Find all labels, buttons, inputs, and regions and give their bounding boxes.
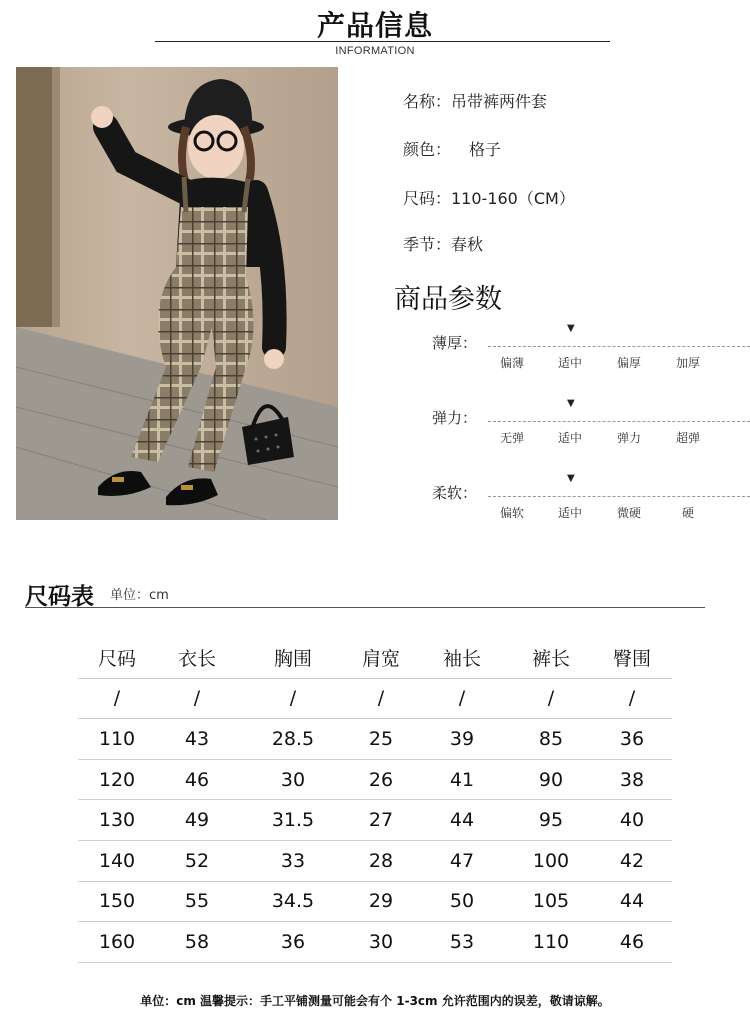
param-option: 微硬 xyxy=(617,506,642,520)
table-cell: 130 xyxy=(98,809,136,832)
column-header: 裤长 xyxy=(531,648,570,671)
table-cell: 29 xyxy=(368,890,394,913)
table-cell: / xyxy=(377,687,385,710)
table-cell: 40 xyxy=(619,809,645,832)
table-cell: / xyxy=(628,687,636,710)
column-header: 袖长 xyxy=(442,648,481,671)
size-chart-divider xyxy=(25,607,705,608)
column-header: 臀围 xyxy=(612,648,651,671)
param-option: 偏软 xyxy=(500,506,525,520)
param-row-elasticity xyxy=(432,398,750,477)
param-scale-line xyxy=(488,346,750,347)
table-cell: 42 xyxy=(619,849,645,872)
table-row xyxy=(78,719,672,760)
table-cell: 36 xyxy=(619,727,645,750)
table-cell: / xyxy=(289,687,297,710)
param-option: 适中 xyxy=(558,356,583,370)
table-cell: 41 xyxy=(449,768,475,791)
size-chart-title: 尺码表 xyxy=(25,584,94,610)
table-cell: 44 xyxy=(619,890,645,913)
column-header: 胸围 xyxy=(273,648,312,671)
table-cell: 34.5 xyxy=(271,890,315,913)
selected-marker-icon: ▼ xyxy=(567,398,575,409)
table-cell: 44 xyxy=(449,809,475,832)
table-row xyxy=(78,882,672,923)
table-row xyxy=(78,679,672,720)
table-cell: 26 xyxy=(368,768,394,791)
param-label: 薄厚： xyxy=(432,334,478,352)
table-cell: 50 xyxy=(449,890,475,913)
param-option: 无弹 xyxy=(500,431,525,445)
table-cell: / xyxy=(193,687,201,710)
param-option: 偏薄 xyxy=(500,356,525,370)
table-cell: 30 xyxy=(368,930,394,953)
selected-marker-icon: ▼ xyxy=(567,473,575,484)
selected-marker-icon: ▼ xyxy=(567,323,575,334)
param-label: 柔软： xyxy=(432,484,478,502)
color-label: 颜色： xyxy=(403,140,452,159)
column-header: 尺码 xyxy=(97,648,136,671)
table-row xyxy=(78,760,672,801)
table-cell: 85 xyxy=(538,727,564,750)
table-cell: 25 xyxy=(368,727,394,750)
table-cell: / xyxy=(547,687,555,710)
param-row-softness xyxy=(432,473,750,552)
size-table xyxy=(78,638,672,963)
param-option: 适中 xyxy=(558,506,583,520)
table-cell: 95 xyxy=(538,809,564,832)
param-row-thickness xyxy=(432,323,750,402)
table-cell: 30 xyxy=(280,768,306,791)
measurement-note: 单位：cm 温馨提示：手工平铺测量可能会有个 1-3cm 允许范围内的误差，敬请谅解。 xyxy=(140,994,610,1008)
table-cell: 27 xyxy=(368,809,394,832)
table-cell: 110 xyxy=(532,930,570,953)
table-cell: 58 xyxy=(184,930,210,953)
title-divider xyxy=(155,41,610,42)
param-scale-line xyxy=(488,421,750,422)
table-row xyxy=(78,922,672,963)
table-cell: 53 xyxy=(449,930,475,953)
table-cell: 43 xyxy=(184,727,210,750)
param-option: 加厚 xyxy=(676,356,701,370)
table-cell: 46 xyxy=(184,768,210,791)
product-size-range: 尺码：110-160（CM） xyxy=(403,189,575,208)
page-subtitle: INFORMATION xyxy=(335,45,415,57)
table-header-row xyxy=(78,638,672,679)
table-cell: 150 xyxy=(98,890,136,913)
param-option: 偏厚 xyxy=(617,356,642,370)
table-cell: 105 xyxy=(532,890,570,913)
column-header: 衣长 xyxy=(177,648,216,671)
param-option: 超弹 xyxy=(676,431,701,445)
table-cell: 46 xyxy=(619,930,645,953)
table-cell: 28.5 xyxy=(271,727,315,750)
size-chart-unit: 单位：cm xyxy=(110,588,169,603)
param-label: 弹力： xyxy=(432,409,478,427)
table-cell: 110 xyxy=(98,727,136,750)
table-cell: / xyxy=(113,687,121,710)
color-value: 格子 xyxy=(469,140,502,159)
product-season: 季节：春秋 xyxy=(403,235,484,254)
params-title: 商品参数 xyxy=(394,284,502,315)
table-cell: 49 xyxy=(184,809,210,832)
table-cell: 33 xyxy=(280,849,306,872)
table-cell: 52 xyxy=(184,849,210,872)
product-name: 名称：吊带裤两件套 xyxy=(403,92,548,111)
table-cell: 140 xyxy=(98,849,136,872)
table-row xyxy=(78,841,672,882)
param-option: 弹力 xyxy=(617,431,642,445)
table-cell: 90 xyxy=(538,768,564,791)
table-cell: 120 xyxy=(98,768,136,791)
param-option: 硬 xyxy=(682,506,695,520)
table-cell: 36 xyxy=(280,930,306,953)
table-cell: 38 xyxy=(619,768,645,791)
table-cell: 55 xyxy=(184,890,210,913)
table-cell: 100 xyxy=(532,849,570,872)
column-header: 肩宽 xyxy=(361,648,400,671)
table-cell: 39 xyxy=(449,727,475,750)
table-row xyxy=(78,800,672,841)
table-cell: 28 xyxy=(368,849,394,872)
param-option: 适中 xyxy=(558,431,583,445)
table-cell: / xyxy=(458,687,466,710)
product-color xyxy=(403,137,501,160)
page-title: 产品信息 xyxy=(316,9,433,42)
table-cell: 47 xyxy=(449,849,475,872)
product-photo xyxy=(16,67,338,520)
table-cell: 31.5 xyxy=(271,809,315,832)
table-cell: 160 xyxy=(98,930,136,953)
param-scale-line xyxy=(488,496,750,497)
